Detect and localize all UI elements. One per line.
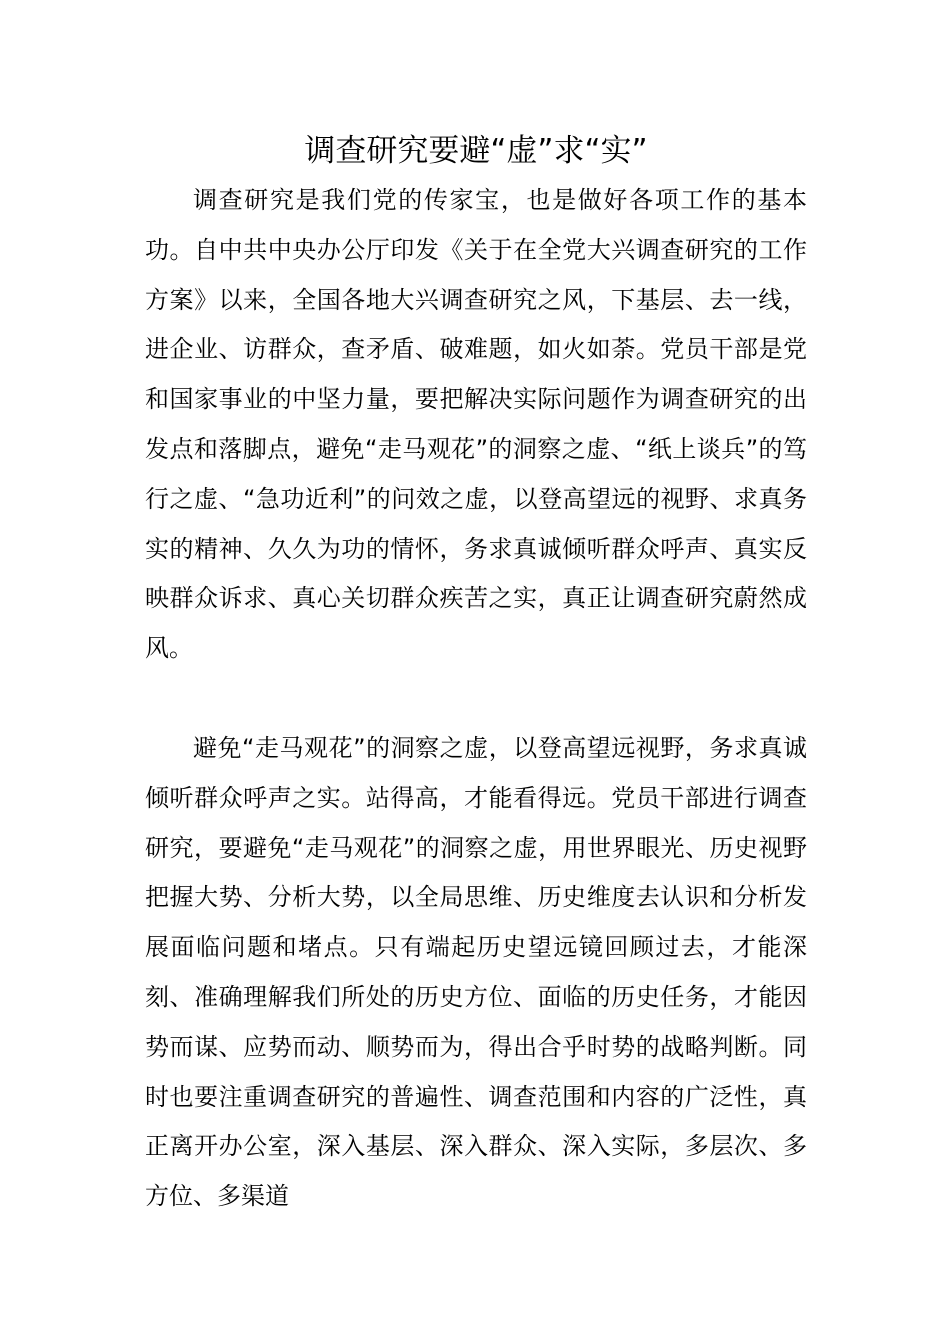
paragraph-section-one: 避免“走马观花”的洞察之虚，以登高望远视野，务求真诚倾听群众呼声之实。站得高，才能看得远。党员干部进行调查研究，要避免“走马观花”的洞察之虚，用世界眼光、历史视野把握大势、分析大势，以全局思维、历史维度去认识和分析发展面临问题和堵点。只有端起历史望远镜回顾过去，才能深刻、准确理解我们所处的历史方位、面临的历史任务，才能因势而谋、应势而动、顺势而为，得出合乎时势的战略判断。同时也要注重调查研究的普遍性、调查范围和内容的广泛性，真正离开办公室，深入基层、深入群众、深入实际，多层次、多方位、多渠道 [145, 733, 807, 1211]
document-page [145, 128, 807, 1222]
paragraph-intro: 调查研究是我们党的传家宝，也是做好各项工作的基本功。自中共中央办公厅印发《关于在全党大兴调查研究的工作方案》以来，全国各地大兴调查研究之风，下基层、去一线，进企业、访群众，查矛盾、破难题，如火如荼。党员干部是党和国家事业的中坚力量，要把解决实际问题作为调查研究的出发点和落脚点，避免“走马观花”的洞察之虚、“纸上谈兵”的笃行之虚、“急功近利”的问效之虚，以登高望远的视野、求真务实的精神、久久为功的情怀，务求真诚倾听群众呼声、真实反映群众诉求、真心关切群众疾苦之实，真正让调查研究蔚然成风。 [145, 186, 807, 663]
paragraph-spacer [145, 674, 807, 724]
document-title: 调查研究要避“虚”求“实” [304, 133, 648, 169]
